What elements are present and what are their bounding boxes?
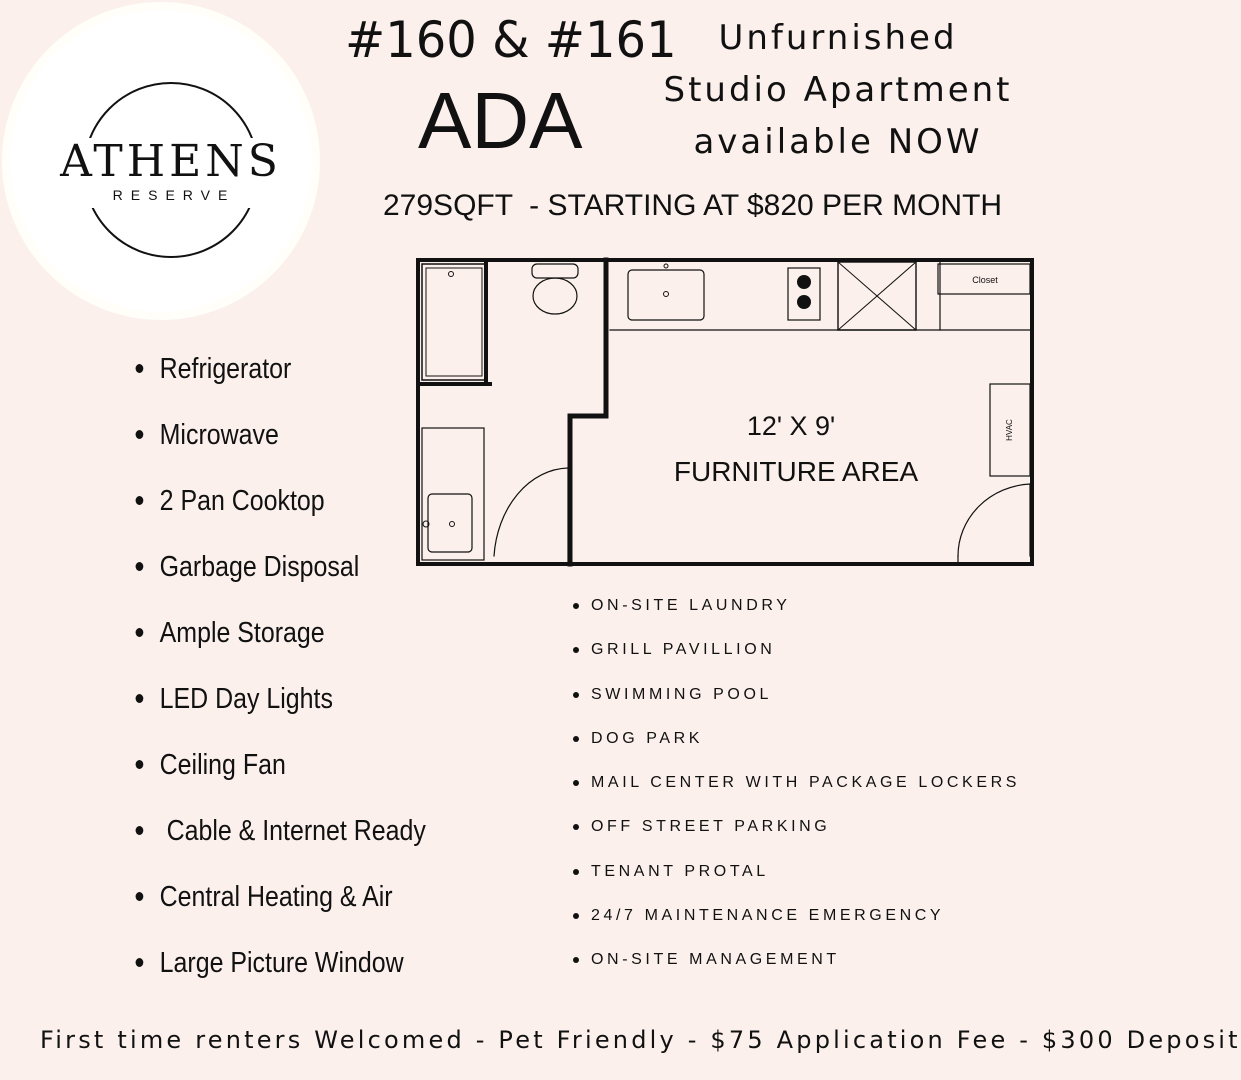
feature-label: Ample Storage [159, 617, 325, 649]
amenity-label: SWIMMING POOL [591, 685, 773, 703]
availability [628, 12, 1048, 168]
bathroom-wall [570, 260, 606, 564]
room-label: FURNITURE AREA [673, 456, 919, 487]
closet-label: Closet [972, 275, 998, 285]
bullet [136, 892, 144, 901]
bullet [573, 824, 579, 830]
footer-terms: First time renters Welcomed - Pet Friendly - $75 Application Fee - $300 Deposit [40, 1026, 1241, 1054]
bullet [573, 647, 579, 653]
cooktop-burner [797, 275, 811, 289]
feature-label: Refrigerator [159, 353, 292, 385]
amenity-item [571, 634, 1020, 678]
feature-item [133, 406, 426, 472]
toilet-tank [532, 264, 578, 278]
bullet [136, 826, 144, 835]
amenity-item [571, 856, 1020, 900]
amenity-item [571, 590, 1020, 634]
pricing: 279SQFT - STARTING AT $820 PER MONTH [383, 189, 1003, 222]
floor-plan [414, 256, 1036, 568]
feature-item [133, 604, 426, 670]
logo-badge [10, 10, 312, 312]
feature-label: Large Picture Window [159, 947, 404, 979]
feature-item [133, 868, 426, 934]
bullet [573, 736, 579, 742]
feature-label: Central Heating & Air [159, 881, 393, 913]
feature-label: Garbage Disposal [159, 551, 360, 583]
availability-line: Unfurnished [718, 18, 958, 58]
bullet [136, 628, 144, 637]
amenity-label: MAIL CENTER WITH PACKAGE LOCKERS [591, 774, 1021, 792]
bullet [573, 913, 579, 919]
availability-line: available NOW [693, 122, 983, 162]
amenity-label: OFF STREET PARKING [591, 818, 831, 836]
feature-item [133, 340, 426, 406]
bullet [573, 780, 579, 786]
bullet [573, 869, 579, 875]
feature-label: 2 Pan Cooktop [159, 485, 325, 517]
toilet-bowl [533, 278, 577, 314]
amenity-label: DOG PARK [591, 729, 704, 747]
feature-item [133, 472, 426, 538]
amenity-label: GRILL PAVILLION [591, 641, 776, 659]
feature-item [133, 670, 426, 736]
amenity-label: ON-SITE MANAGEMENT [591, 951, 840, 969]
bullet [136, 430, 144, 439]
feature-label: LED Day Lights [159, 683, 333, 715]
amenity-item [571, 679, 1020, 723]
unit-numbers: #160 & #161 [345, 11, 677, 69]
feature-label: Ceiling Fan [159, 749, 286, 781]
amenity-item [571, 811, 1020, 855]
logo-subname: RESERVE [112, 187, 236, 203]
unit-type: ADA [418, 76, 583, 165]
amenity-label: ON-SITE LAUNDRY [591, 597, 791, 614]
feature-item [133, 802, 426, 868]
amenities-list [571, 590, 1020, 989]
cooktop-burner [797, 295, 811, 309]
amenity-label: TENANT PROTAL [591, 862, 769, 880]
feature-item [133, 934, 426, 1000]
availability-line: Studio Apartment [663, 70, 1013, 110]
feature-item [133, 538, 426, 604]
amenity-item [571, 767, 1020, 811]
amenity-item [571, 900, 1020, 944]
feature-label: Microwave [159, 419, 279, 451]
amenity-label: 24/7 MAINTENANCE EMERGENCY [591, 907, 945, 925]
bullet [573, 603, 579, 609]
bullet [136, 496, 144, 505]
logo [2, 2, 320, 320]
amenity-item [571, 723, 1020, 767]
bullet [136, 958, 144, 967]
hvac-label: HVAC [1005, 419, 1014, 441]
bullet [573, 957, 579, 963]
features-list [133, 340, 474, 1000]
kitchen-sink [628, 270, 704, 320]
amenity-item [571, 944, 1020, 988]
logo-name: ATHENS [60, 136, 282, 187]
bullet [136, 694, 144, 703]
feature-item [133, 736, 426, 802]
bullet [573, 692, 579, 698]
feature-label: Cable & Internet Ready [159, 815, 426, 847]
bullet [136, 562, 144, 571]
room-dimensions: 12' X 9' [746, 411, 836, 441]
bullet [136, 760, 144, 769]
bullet [136, 364, 144, 373]
